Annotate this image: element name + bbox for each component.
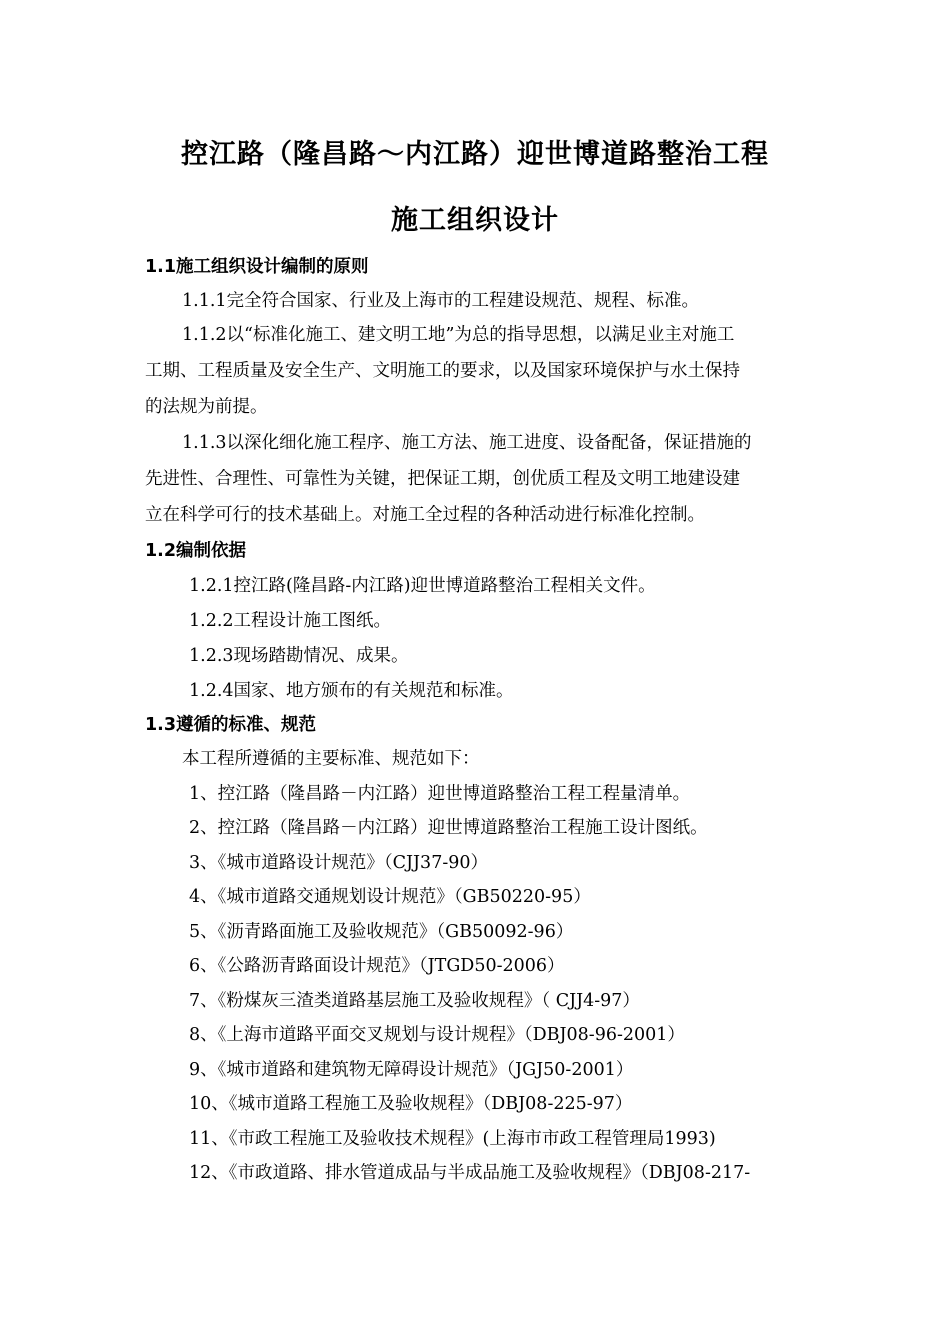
paragraph-1-1-3-line2: 先进性、合理性、可靠性为关键，把保证工期，创优质工程及文明工地建设建	[145, 469, 740, 489]
paragraph-1-1-2-line1: 1.1.2以“标准化施工、建文明工地”为总的指导思想，以满足业主对施工	[182, 325, 735, 345]
paragraph-1-1-2-line3: 的法规为前提。	[145, 397, 268, 417]
list-item: 5、《沥青路面施工及验收规范》（GB50092-96）	[189, 922, 574, 942]
paragraph-1-1-3-line3: 立在科学可行的技术基础上。对施工全过程的各种活动进行标准化控制。	[145, 505, 705, 525]
list-item: 9、《城市道路和建筑物无障碍设计规范》（JGJ50-2001）	[189, 1060, 634, 1080]
document-title: 控江路（隆昌路～内江路）迎世博道路整治工程	[181, 139, 769, 170]
list-item: 3、《城市道路设计规范》（CJJ37-90）	[189, 853, 489, 873]
list-item: 1.2.4国家、地方颁布的有关规范和标准。	[189, 681, 514, 701]
list-item: 10、《城市道路工程施工及验收规程》（DBJ08-225-97）	[189, 1094, 633, 1114]
section-heading-1-2: 1.2编制依据	[145, 541, 247, 561]
list-item: 12、《市政道路、排水管道成品与半成品施工及验收规程》（DBJ08-217-	[189, 1163, 751, 1183]
list-item: 8、《上海市道路平面交叉规划与设计规程》（DBJ08-96-2001）	[189, 1025, 685, 1045]
list-item: 7、《粉煤灰三渣类道路基层施工及验收规程》（ CJJ4-97）	[189, 991, 640, 1011]
paragraph-1-1-3-line1: 1.1.3以深化细化施工程序、施工方法、施工进度、设备配备，保证措施的	[182, 433, 752, 453]
section-intro: 本工程所遵循的主要标准、规范如下：	[182, 749, 480, 769]
list-item: 6、《公路沥青路面设计规范》（JTGD50-2006）	[189, 956, 565, 976]
document-subtitle: 施工组织设计	[391, 205, 559, 236]
list-item: 4、《城市道路交通规划设计规范》（GB50220-95）	[189, 887, 591, 907]
section-heading-1-1: 1.1施工组织设计编制的原则	[145, 257, 369, 277]
paragraph-1-1-1: 1.1.1完全符合国家、行业及上海市的工程建设规范、规程、标准。	[182, 291, 700, 311]
list-item: 1.2.3现场踏勘情况、成果。	[189, 646, 409, 666]
list-item: 1.2.2工程设计施工图纸。	[189, 611, 392, 631]
section-heading-1-3: 1.3遵循的标准、规范	[145, 715, 317, 735]
list-item: 1.2.1控江路(隆昌路-内江路)迎世博道路整治工程相关文件。	[189, 576, 656, 596]
list-item: 11、《市政工程施工及验收技术规程》(上海市市政工程管理局1993)	[189, 1129, 716, 1149]
list-item: 2、控江路（隆昌路－内江路）迎世博道路整治工程施工设计图纸。	[189, 818, 708, 838]
list-item: 1、控江路（隆昌路－内江路）迎世博道路整治工程工程量清单。	[189, 784, 691, 804]
paragraph-1-1-2-line2: 工期、工程质量及安全生产、文明施工的要求，以及国家环境保护与水土保持	[145, 361, 740, 381]
